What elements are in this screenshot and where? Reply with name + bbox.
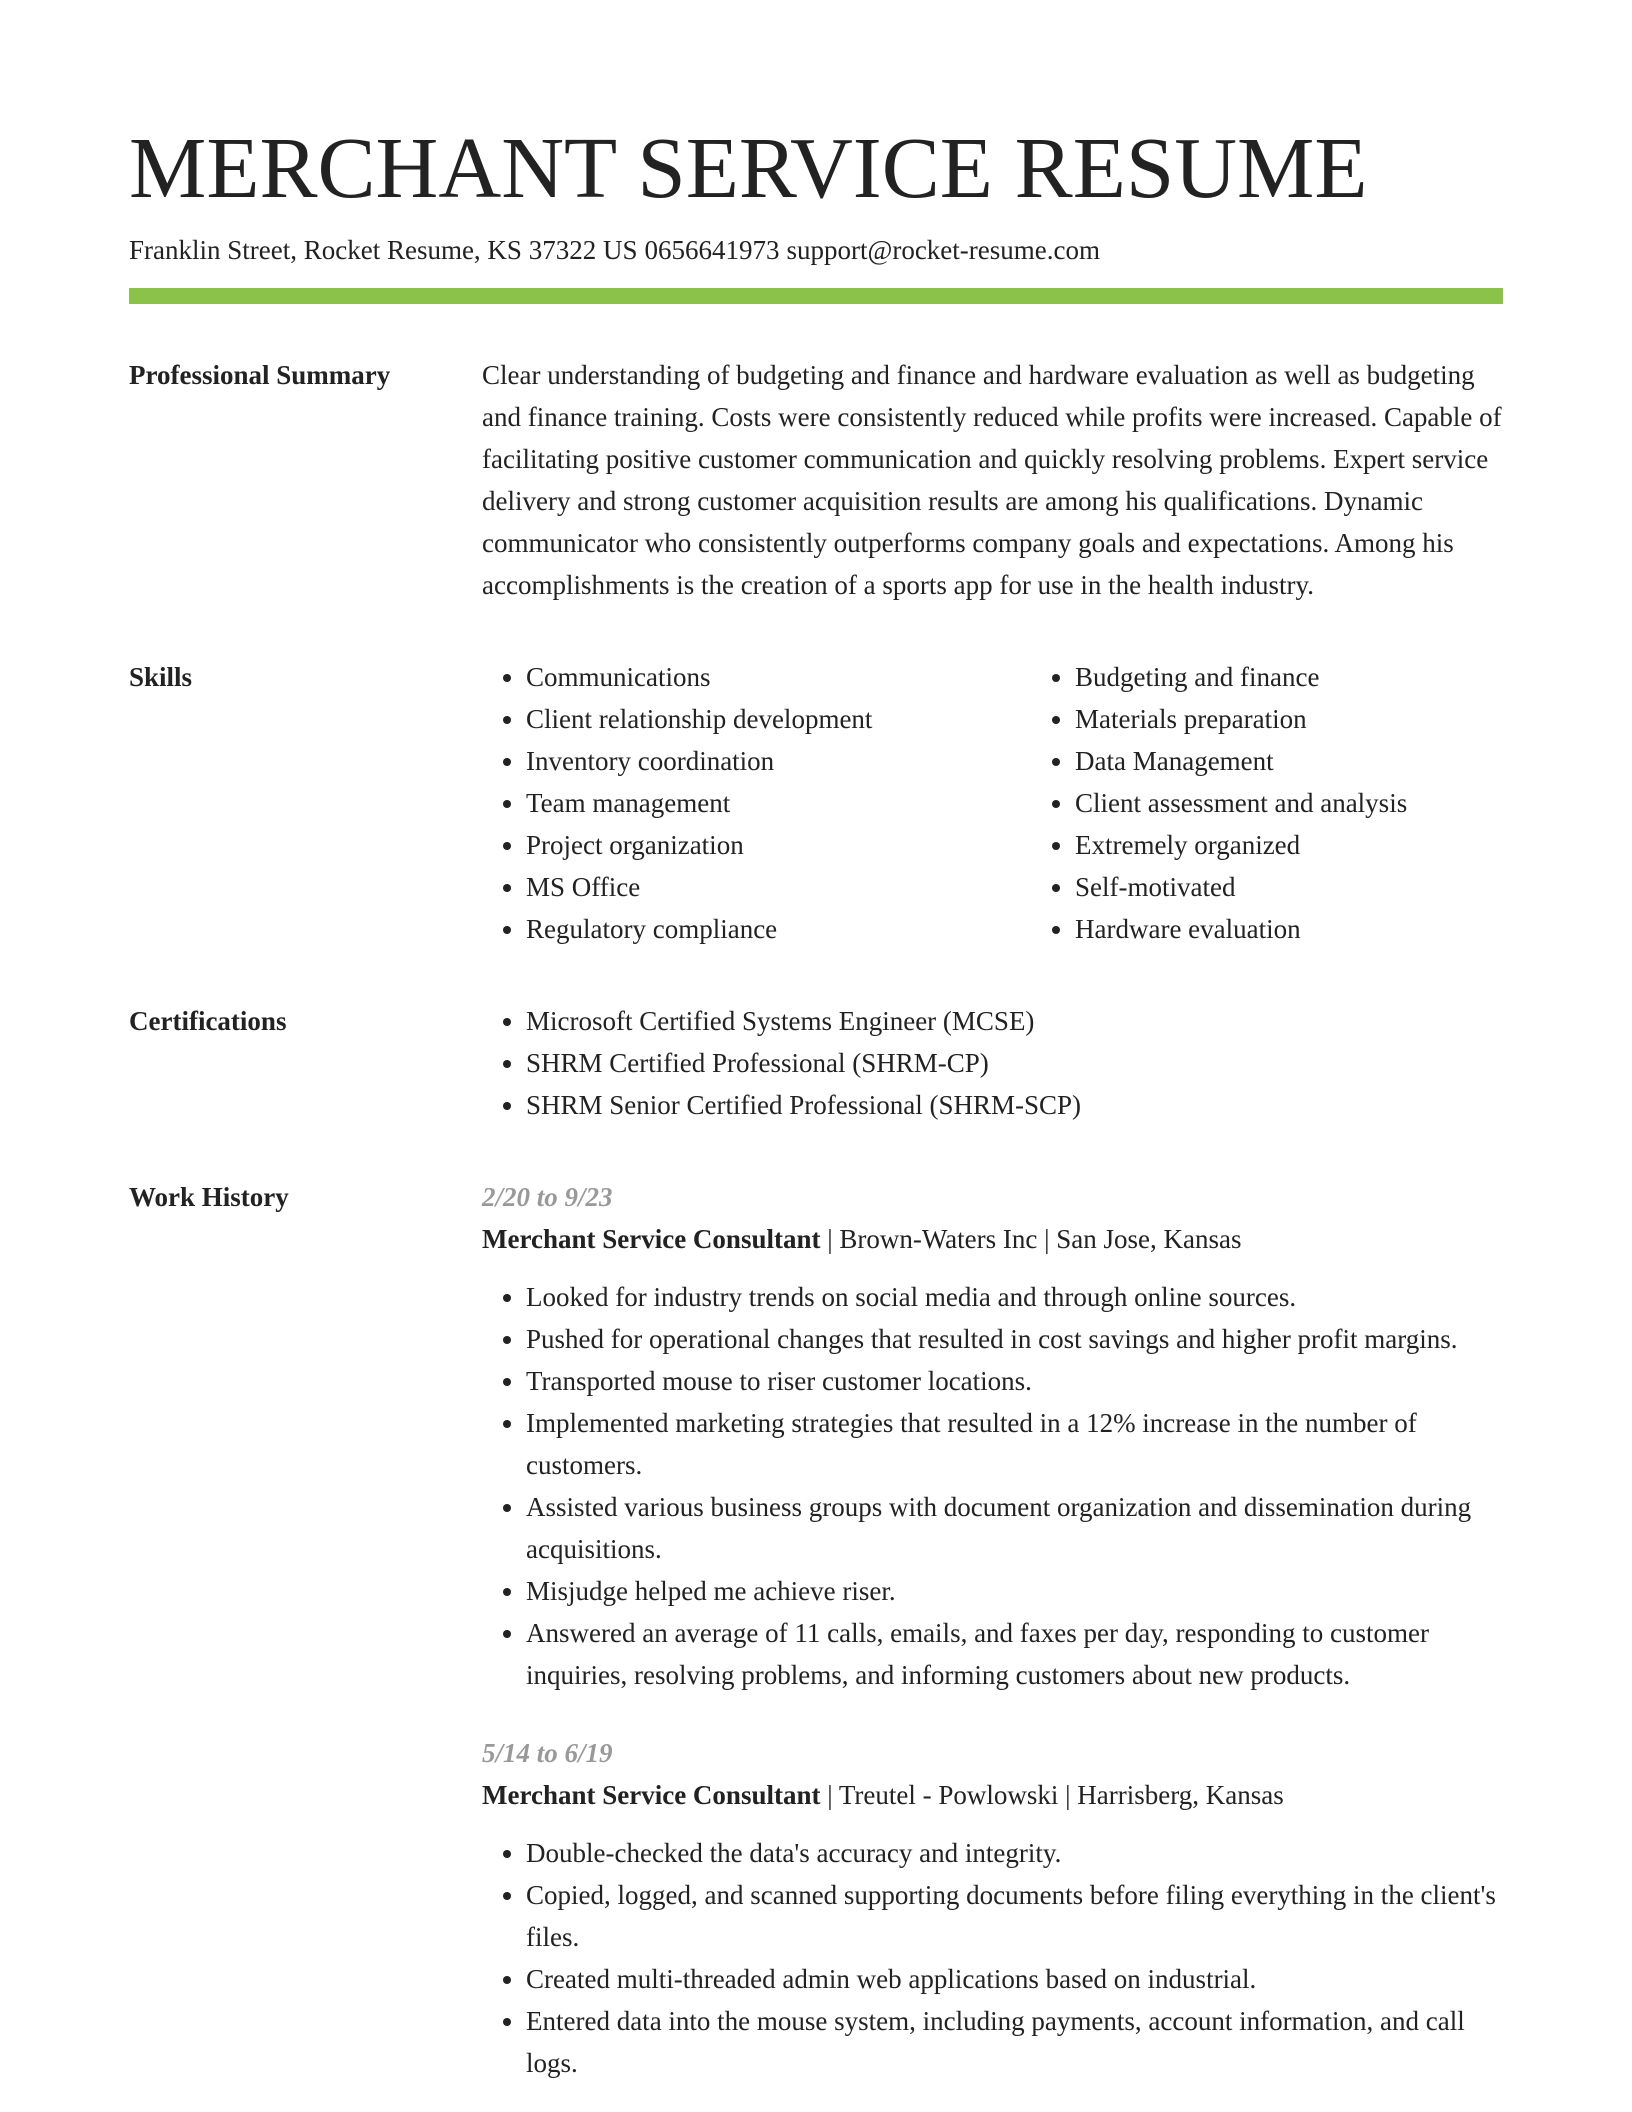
job-bullet: • Entered data into the mouse system, including payments, account information, and call logs. (526, 2000, 1503, 2084)
job-bullet: • Double-checked the data's accuracy and integrity. (526, 1832, 1503, 1874)
job-bullets (482, 1276, 1503, 1696)
skill-item: • Project organization (526, 824, 1031, 866)
skill-item: • Inventory coordination (526, 740, 1031, 782)
accent-divider (129, 288, 1503, 304)
summary-section (129, 354, 1503, 606)
certifications-section (129, 1000, 1503, 1126)
skill-item: • MS Office (526, 866, 1031, 908)
job-bullet: • Created multi-threaded admin web applications based on industrial. (526, 1958, 1503, 2000)
certifications-list (482, 1000, 1503, 1126)
job-bullet: • Answered an average of 11 calls, emails, and faxes per day, responding to customer inquiries, resolving problems, and informing customers about new products. (526, 1612, 1503, 1696)
skill-item: • Self-motivated (1075, 866, 1580, 908)
certification-item: • SHRM Senior Certified Professional (SHRM-SCP) (526, 1084, 1503, 1126)
contact-phone: 0656641973 (644, 235, 780, 265)
job-heading (482, 1774, 1503, 1816)
resume-title: MERCHANT SERVICE RESUME (129, 119, 1368, 216)
skill-item: • Communications (526, 656, 1031, 698)
skills-list-right (1031, 656, 1580, 950)
job-entry (482, 1732, 1503, 2084)
skill-item: • Client assessment and analysis (1075, 782, 1580, 824)
job-dates: 2/20 to 9/23 (482, 1182, 613, 1212)
skills-label: Skills (129, 662, 193, 692)
skill-item: • Data Management (1075, 740, 1580, 782)
job-company-location: | Brown-Waters Inc | San Jose, Kansas (820, 1224, 1242, 1254)
certifications-label: Certifications (129, 1006, 287, 1036)
skill-item: • Client relationship development (526, 698, 1031, 740)
skill-item: • Team management (526, 782, 1031, 824)
contact-address: Franklin Street, Rocket Resume, KS 37322 US (129, 235, 638, 265)
job-entry (482, 1176, 1503, 1696)
job-bullet: • Misjudge helped me achieve riser. (526, 1570, 1503, 1612)
job-bullet: • Copied, logged, and scanned supporting documents before filing everything in the client's files. (526, 1874, 1503, 1958)
job-heading (482, 1218, 1503, 1260)
job-dates: 5/14 to 6/19 (482, 1738, 613, 1768)
job-bullets (482, 1832, 1503, 2084)
summary-label: Professional Summary (129, 360, 391, 390)
contact-line (129, 232, 1503, 268)
contact-email: support@rocket-resume.com (786, 235, 1100, 265)
job-bullet: • Transported mouse to riser customer locations. (526, 1360, 1503, 1402)
job-bullet: • Pushed for operational changes that resulted in cost savings and higher profit margins. (526, 1318, 1503, 1360)
skill-item: • Extremely organized (1075, 824, 1580, 866)
job-title: Merchant Service Consultant (482, 1780, 821, 1810)
job-bullet: • Assisted various business groups with document organization and dissemination during acquisitions. (526, 1486, 1503, 1570)
skills-section (129, 656, 1503, 950)
skill-item: • Regulatory compliance (526, 908, 1031, 950)
summary-text: Clear understanding of budgeting and finance and hardware evaluation as well as budgeting and finance training. Costs were consistently reduced while profits were increased. Capable of facilitating positive customer communication and quickly resolving problems. Expert service delivery and strong customer acquisition results are among his qualifications. Dynamic communicator who consistently outperforms company goals and expectations. Among his accomplishments is the creation of a sports app for use in the health industry. (482, 360, 1502, 600)
work-history-label: Work History (129, 1182, 289, 1212)
skills-list-left (482, 656, 1031, 950)
job-title: Merchant Service Consultant (482, 1224, 821, 1254)
job-bullet: • Looked for industry trends on social media and through online sources. (526, 1276, 1503, 1318)
certification-item: • Microsoft Certified Systems Engineer (MCSE) (526, 1000, 1503, 1042)
work-history-section (129, 1176, 1503, 2084)
job-company-location: | Treutel - Powlowski | Harrisberg, Kansas (820, 1780, 1284, 1810)
skill-item: • Materials preparation (1075, 698, 1580, 740)
certification-item: • SHRM Certified Professional (SHRM-CP) (526, 1042, 1503, 1084)
skill-item: • Hardware evaluation (1075, 908, 1580, 950)
job-bullet: • Implemented marketing strategies that resulted in a 12% increase in the number of customers. (526, 1402, 1503, 1486)
skill-item: • Budgeting and finance (1075, 656, 1580, 698)
